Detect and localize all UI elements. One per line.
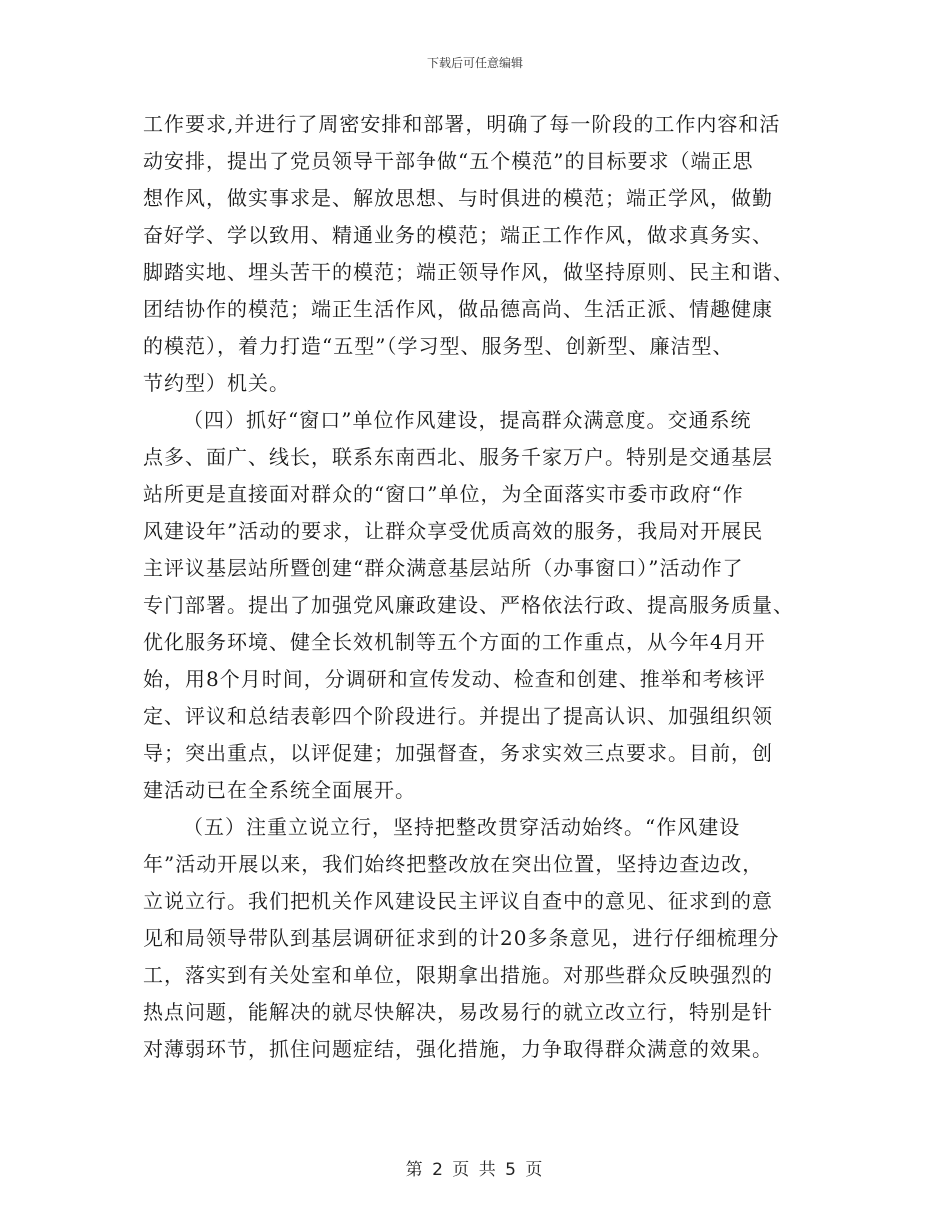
body-line: 始，用8个月时间，分调研和宣传发动、检查和创建、推举和考核评 [143, 667, 766, 691]
body-line: 见和局领导带队到基层调研征求到的计20多条意见，进行仔细梳理分 [143, 926, 780, 950]
body-line: 年”活动开展以来，我们始终把整改放在突出位置，坚持边查边改， [143, 852, 764, 876]
body-line: 优化服务环境、健全长效机制等五个方面的工作重点，从今年4月开 [143, 630, 766, 654]
page-footer: 第 2 页 共 5 页 [405, 1160, 545, 1180]
document-body [143, 106, 808, 1068]
paragraph-start-line: （五）注重立说立行，坚持把整改贯穿活动始终。“作风建设 [183, 815, 741, 839]
body-line: 脚踏实地、埋头苦干的模范；端正领导作风，做坚持原则、民主和谐、 [143, 260, 794, 284]
body-line: 节约型）机关。 [143, 371, 290, 395]
body-line: 动安排，提出了党员领导干部争做“五个模范”的目标要求（端正思 [143, 149, 754, 173]
body-line: 主评议基层站所暨创建“群众满意基层站所（办事窗口）”活动作了 [143, 556, 744, 580]
body-line: 定、评议和总结表彰四个阶段进行。并提出了提高认识、加强组织领 [143, 704, 773, 728]
body-line: 站所更是直接面对群众的“窗口”单位，为全面落实市委市政府“作 [143, 482, 744, 506]
body-line: 工作要求,并进行了周密安排和部署，明确了每一阶段的工作内容和活 [143, 112, 781, 136]
body-line: 立说立行。我们把机关作风建设民主评议自查中的意见、征求到的意 [143, 889, 773, 913]
body-line: 点多、面广、线长，联系东南西北、服务千家万户。特别是交通基层 [143, 445, 773, 469]
body-line: 对薄弱环节，抓住问题症结，强化措施，力争取得群众满意的效果。 [143, 1037, 773, 1061]
paragraph-start-line: （四）抓好“窗口”单位作风建设，提高群众满意度。交通系统 [183, 408, 752, 432]
body-line: 专门部署。提出了加强党风廉政建设、严格依法行政、提高服务质量、 [143, 593, 794, 617]
body-line: 导；突出重点，以评促建；加强督查，务求实效三点要求。目前，创 [143, 741, 773, 765]
body-line: 想作风，做实事求是、解放思想、与时俱进的模范；端正学风，做勤 [143, 186, 773, 210]
body-line: 工，落实到有关处室和单位，限期拿出措施。对那些群众反映强烈的 [143, 963, 773, 987]
page-header: 下载后可任意编辑 [426, 56, 523, 70]
body-line: 热点问题，能解决的就尽快解决，易改易行的就立改立行，特别是针 [143, 1000, 773, 1024]
body-line: 奋好学、学以致用、精通业务的模范；端正工作作风，做求真务实、 [143, 223, 773, 247]
body-line: 团结协作的模范；端正生活作风，做品德高尚、生活正派、情趣健康 [143, 297, 773, 321]
body-line: 风建设年”活动的要求，让群众享受优质高效的服务，我局对开展民 [143, 519, 764, 543]
body-line: 建活动已在全系统全面展开。 [143, 778, 416, 802]
body-line: 的模范），着力打造“五型”（学习型、服务型、创新型、廉洁型、 [143, 334, 734, 358]
